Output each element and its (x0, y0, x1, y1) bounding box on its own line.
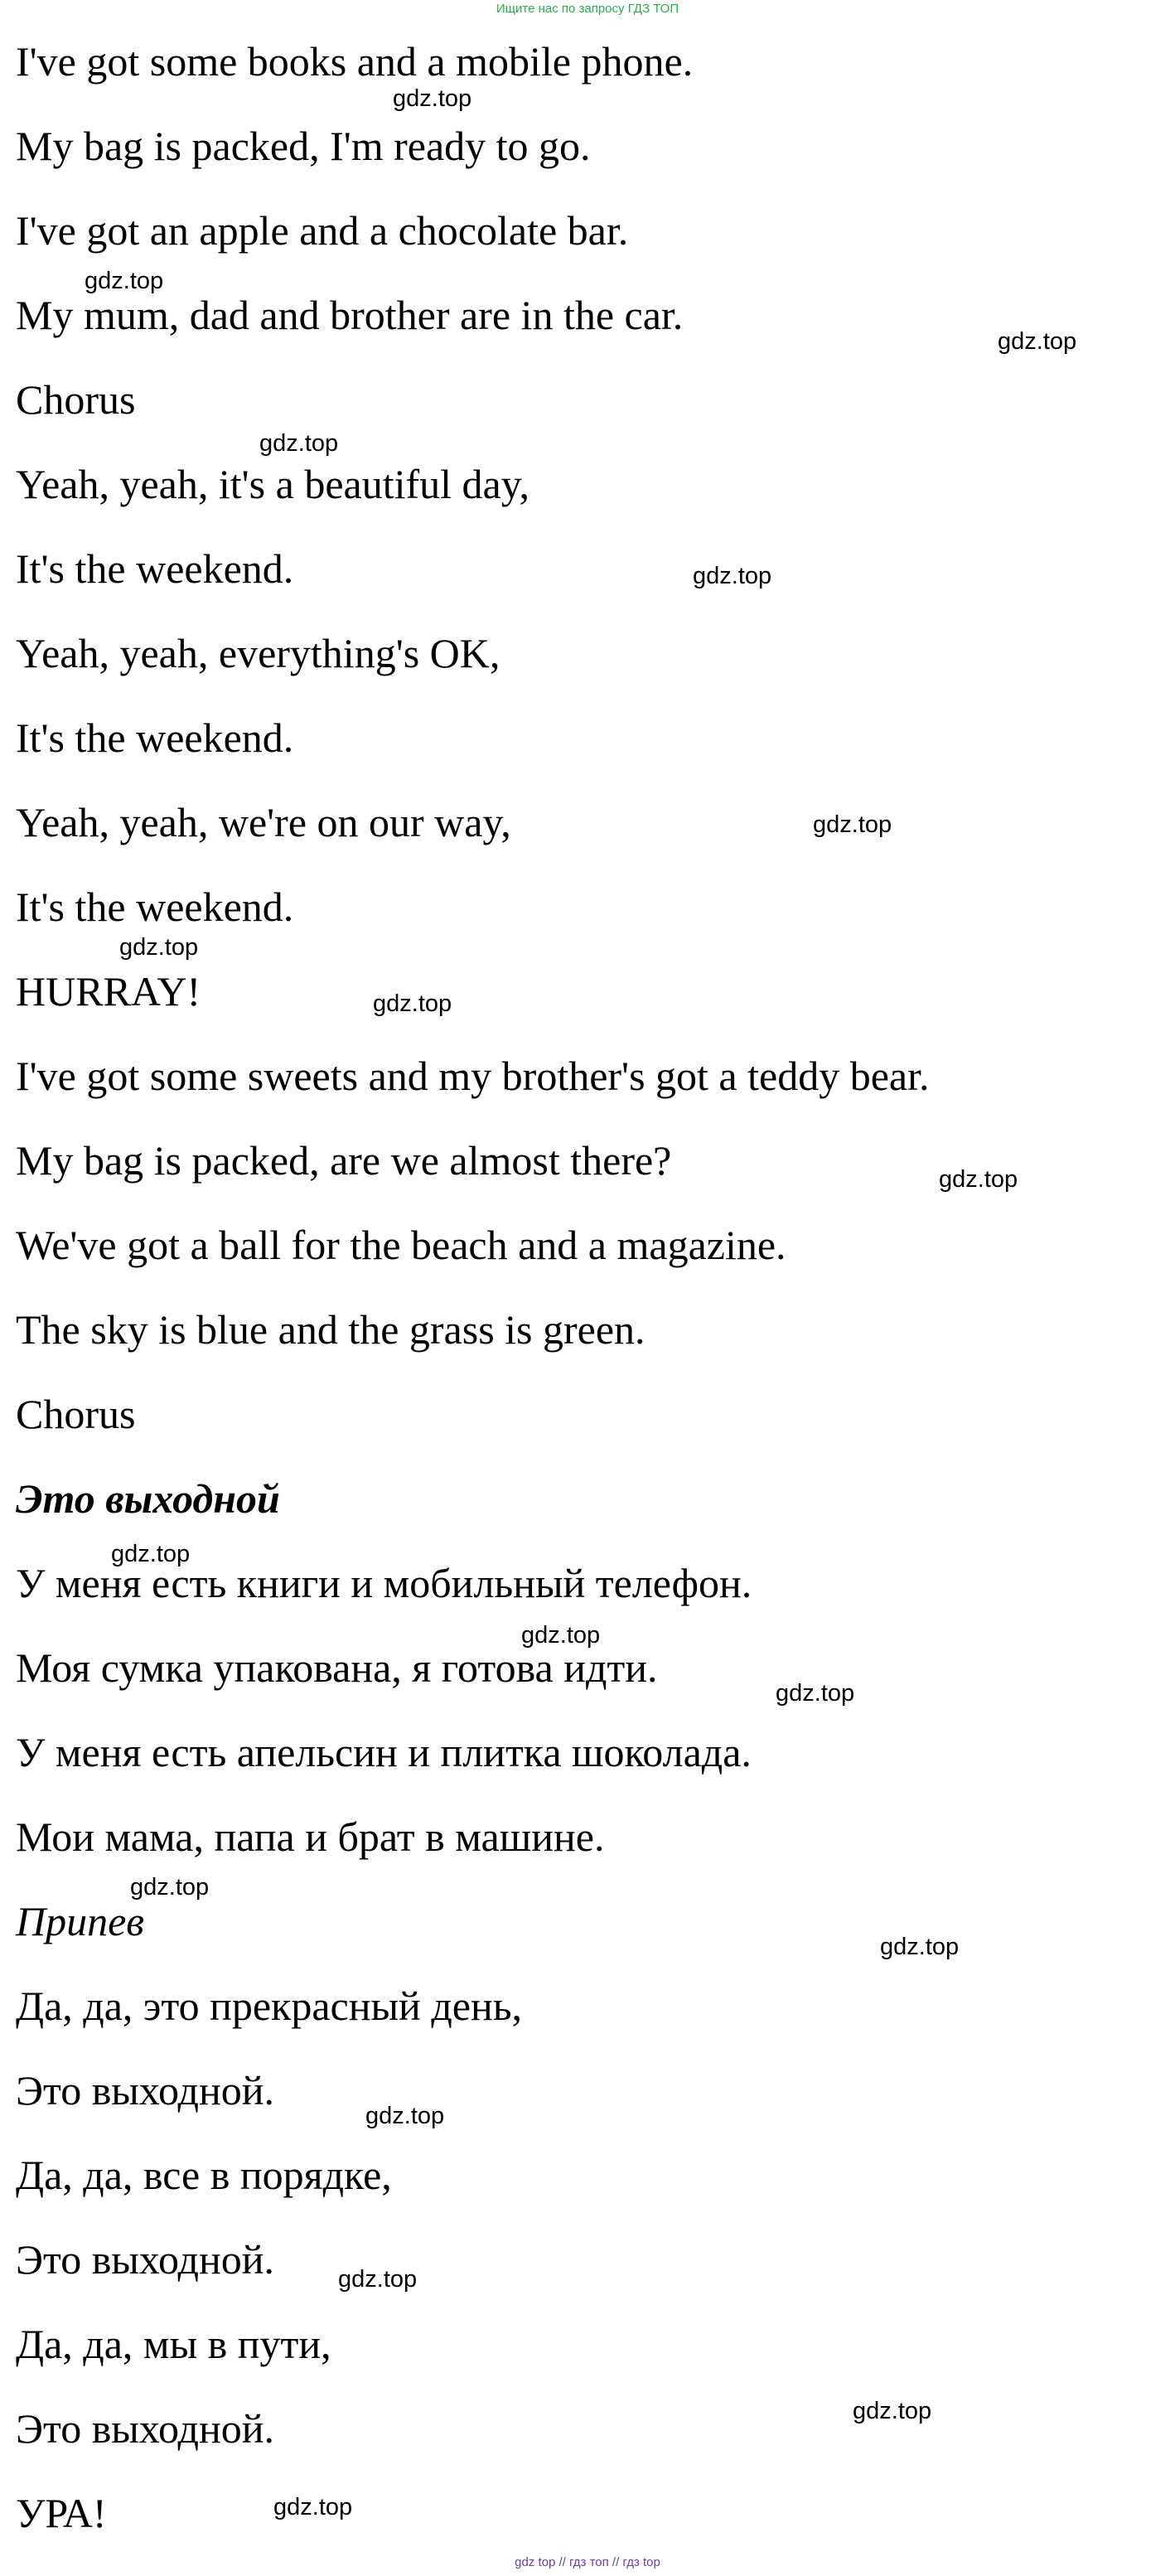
text-line: Это выходной. (16, 2236, 275, 2283)
watermark: gdz.top (119, 934, 199, 961)
translation-heading: Это выходной (16, 1475, 280, 1522)
text-line: I've got some sweets and my brother's got a teddy bear. (16, 1053, 930, 1099)
text-line: УРА! (16, 2490, 107, 2536)
text-line: Chorus (16, 1391, 136, 1437)
watermark: gdz.top (813, 811, 892, 838)
text-line: My mum, dad and brother are in the car. (16, 292, 684, 338)
text-line: Мои мама, папа и брат в машине. (16, 1813, 605, 1860)
text-line: It's the weekend. (16, 884, 294, 930)
text-line: У меня есть апельсин и плитка шоколада. (16, 1729, 752, 1775)
watermark: gdz.top (338, 2266, 418, 2293)
text-line: Да, да, все в порядке, (16, 2152, 392, 2198)
watermark: gdz.top (939, 1166, 1018, 1193)
text-line: Это выходной. (16, 2405, 275, 2452)
text-line: I've got an apple and a chocolate bar. (16, 207, 629, 254)
watermark: gdz.top (85, 268, 164, 294)
text-line: Chorus (16, 376, 136, 423)
top-banner: Ищите нас по запросу ГДЗ ТОП (496, 2, 679, 16)
watermark: gdz.top (998, 328, 1077, 355)
text-line: Моя сумка упакована, я готова идти. (16, 1644, 658, 1691)
text-line: The sky is blue and the grass is green. (16, 1306, 646, 1353)
watermark: gdz.top (130, 1874, 210, 1901)
text-line: HURRAY! (16, 968, 201, 1014)
footer: gdz top // гдз топ // гдз top (515, 2555, 660, 2569)
watermark: gdz.top (373, 990, 452, 1017)
watermark: gdz.top (259, 430, 339, 457)
watermark: gdz.top (521, 1622, 601, 1649)
text-line: У меня есть книги и мобильный телефон. (16, 1560, 752, 1606)
text-line: Да, да, это прекрасный день, (16, 1983, 523, 2029)
watermark: gdz.top (776, 1680, 855, 1707)
text-line: My bag is packed, I'm ready to go. (16, 123, 591, 169)
text-line: Yeah, yeah, it's a beautiful day, (16, 461, 529, 507)
watermark: gdz.top (111, 1541, 191, 1567)
watermark: gdz.top (693, 563, 772, 589)
text-line: It's the weekend. (16, 545, 294, 592)
watermark: gdz.top (853, 2398, 932, 2424)
text-line: Yeah, yeah, everything's OK, (16, 630, 500, 676)
watermark: gdz.top (393, 85, 472, 112)
text-line: Yeah, yeah, we're on our way, (16, 799, 511, 845)
watermark: gdz.top (880, 1934, 960, 1960)
text-line: Да, да, мы в пути, (16, 2321, 331, 2367)
text-line: Это выходной. (16, 2067, 275, 2114)
text-line: My bag is packed, are we almost there? (16, 1137, 672, 1184)
text-line: It's the weekend. (16, 714, 294, 761)
text-line: I've got some books and a mobile phone. (16, 38, 694, 85)
text-line: Припев (16, 1898, 145, 1944)
watermark: gdz.top (273, 2494, 353, 2520)
text-line: We've got a ball for the beach and a magazine. (16, 1222, 786, 1268)
watermark: gdz.top (365, 2103, 445, 2129)
